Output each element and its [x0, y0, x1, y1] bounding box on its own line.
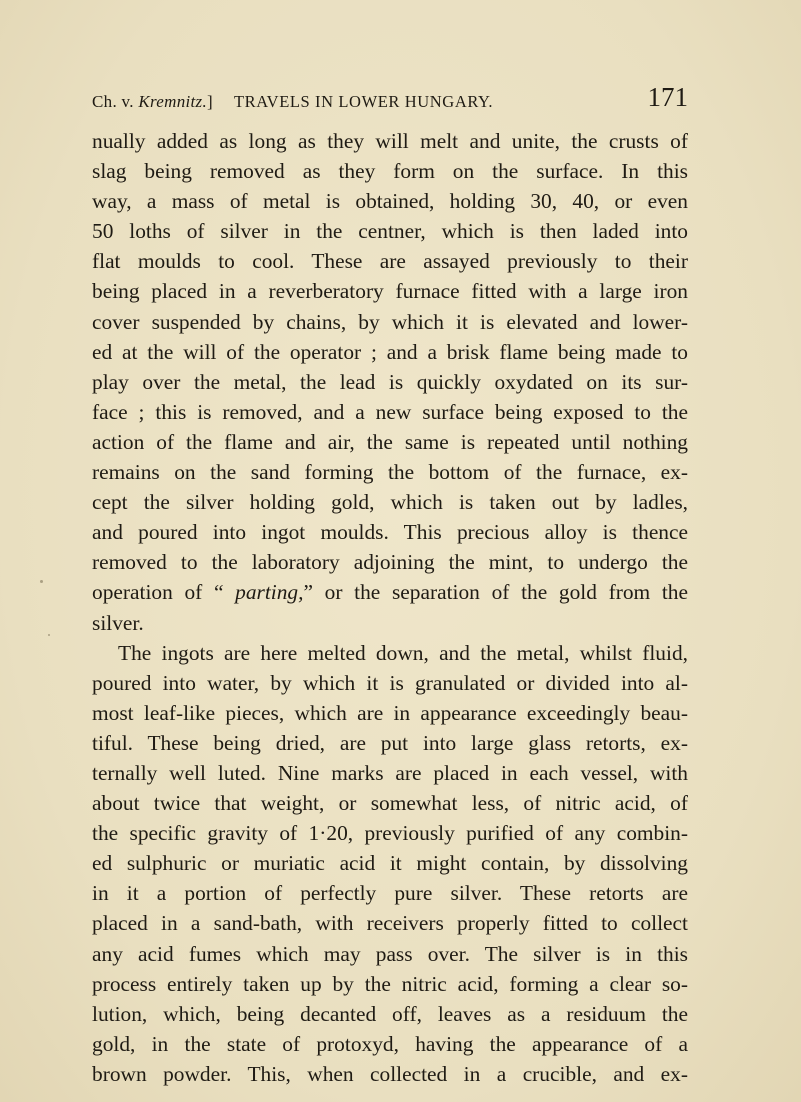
running-title: TRAVELS IN LOWER HUNGARY.: [234, 92, 494, 111]
text-line: gold, in the state of protoxyd, having the appearance of a: [92, 1031, 688, 1056]
text-line: most leaf-like pieces, which are in appearance exceedingly beau-: [92, 700, 688, 725]
text-line: ternally well luted. Nine marks are placed in each vessel, with: [92, 760, 688, 785]
text-line: process entirely taken up by the nitric acid, forming a clear so-: [92, 971, 688, 996]
text-line: any acid fumes which may pass over. The silver is in this: [92, 941, 688, 966]
chapter-label: Ch. v.: [92, 92, 134, 111]
page-number: 171: [647, 82, 688, 112]
text-line: the specific gravity of 1·20, previously purified of any combin-: [92, 821, 688, 846]
text-line: remains on the sand forming the bottom of the furnace, ex-: [92, 460, 688, 485]
chapter-reference: Ch. v. Kremnitz.]: [92, 92, 213, 111]
text-line: ed at the will of the operator ; and a brisk flame being made to: [92, 339, 688, 364]
paper-speck: [40, 580, 43, 583]
paper-speck: [48, 634, 50, 636]
text-line: play over the metal, the lead is quickly oxydated on its sur-: [92, 369, 688, 394]
text-line: lution, which, being decanted off, leaves as a residuum the: [92, 1001, 688, 1026]
text-line: flat moulds to cool. These are assayed previously to their: [92, 249, 688, 274]
text-line: and poured into ingot moulds. This precious alloy is thence: [92, 520, 688, 545]
place-label: Kremnitz.: [138, 92, 208, 111]
text-line: face ; this is removed, and a new surface being exposed to the: [92, 399, 688, 424]
text-line: cover suspended by chains, by which it is elevated and lower-: [92, 309, 688, 334]
text-line: slag being removed as they form on the surface. In this: [92, 159, 688, 184]
text-line: 50 loths of silver in the centner, which is then laded into: [92, 219, 688, 244]
text-line: removed to the laboratory adjoining the mint, to undergo the: [92, 550, 688, 575]
running-header: [92, 82, 688, 114]
text-line: poured into water, by which it is granulated or divided into al-: [92, 670, 688, 695]
text-line: action of the flame and air, the same is repeated until nothing: [92, 429, 688, 454]
italic-term: parting,: [235, 580, 304, 605]
text-line: tiful. These being dried, are put into large glass retorts, ex-: [92, 730, 688, 755]
text-line: ed sulphuric or muriatic acid it might contain, by dissolving: [92, 851, 688, 876]
text-line: nually added as long as they will melt and unite, the crusts of: [92, 129, 688, 153]
text-line: cept the silver holding gold, which is taken out by ladles,: [92, 490, 688, 515]
text-line: being placed in a reverberatory furnace fitted with a large iron: [92, 279, 688, 304]
text-line: placed in a sand-bath, with receivers properly fitted to collect: [92, 911, 688, 936]
paragraph-end-line: silver.: [92, 610, 144, 635]
body-text: [92, 126, 688, 1089]
text-line: brown powder. This, when collected in a crucible, and ex-: [92, 1061, 688, 1086]
text-line-parting: [92, 577, 688, 607]
paragraph-start-line: The ingots are here melted down, and the metal, whilst fluid,: [118, 640, 688, 665]
line-start: operation of “: [92, 580, 236, 605]
line-end: ” or the separation of the gold from the: [303, 580, 688, 605]
text-line: in it a portion of perfectly pure silver. These retorts are: [92, 881, 688, 906]
text-line: about twice that weight, or somewhat less, of nitric acid, of: [92, 791, 688, 816]
text-line: way, a mass of metal is obtained, holding 30, 40, or even: [92, 189, 688, 214]
